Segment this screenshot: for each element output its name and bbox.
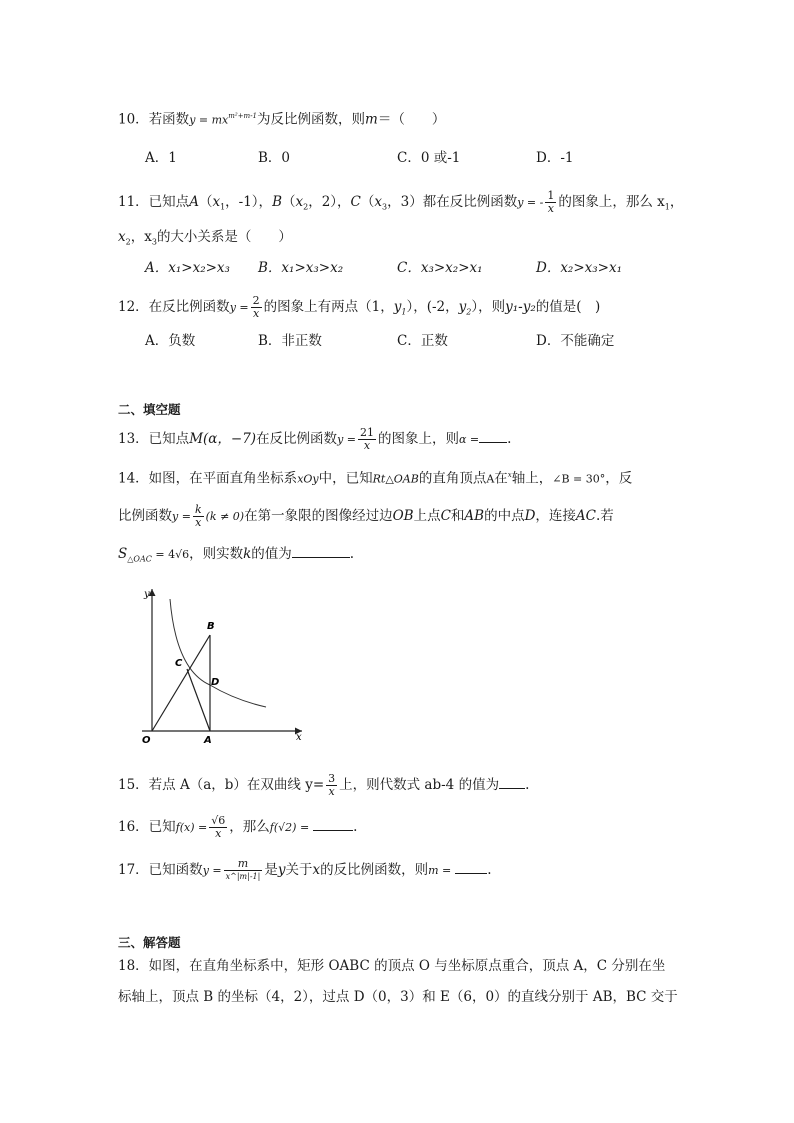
q11-paren: （ <box>198 194 213 210</box>
q14-text-e: 轴上， <box>511 470 553 487</box>
q12-mid2: ），(-2， <box>406 299 459 315</box>
q11-l2-text: 的大小关系是（ ） <box>156 229 292 245</box>
q15-answer-blank[interactable] <box>499 776 525 789</box>
q16-frac-num: √6 <box>211 814 226 827</box>
q14-l3-c: 的值为 <box>251 546 292 562</box>
q11-x3: x <box>374 194 383 210</box>
q10-number: 10． <box>118 111 149 128</box>
q14-xoy: xOy <box>297 472 319 486</box>
q11-end: ， <box>669 194 684 210</box>
question-18: 18．如图，在直角坐标系中，矩形 OABC 的顶点 O 与坐标原点重合，顶点 A，C 分别在坐 <box>118 958 666 974</box>
question-16 <box>118 815 357 840</box>
q13-tail: 的图象上，则 <box>378 431 459 447</box>
question-14-line2 <box>118 504 614 529</box>
q10-tail: ＝（ ） <box>377 111 446 128</box>
q14-fraction <box>193 504 204 529</box>
label-y: y <box>144 589 150 600</box>
q10-option-c[interactable]: C．0 或-1 <box>397 150 461 166</box>
q17-end: . <box>487 862 492 878</box>
q15-text: 15．若点 A（a，b）在双曲线 y= <box>118 777 325 793</box>
q13-point: M(α，−7) <box>189 431 257 447</box>
q14-text: 14．如图，在平面直角坐标系 <box>118 470 298 487</box>
question-11-line2: $x_2$，$x_3$的大小关系是（ ） <box>118 229 292 247</box>
segment-ob <box>152 635 210 731</box>
q14-text-d: 在 <box>494 470 508 487</box>
q14-ob: OB <box>392 508 414 524</box>
q11-text-d: ，2）， <box>308 194 351 210</box>
q13-fraction <box>358 427 376 452</box>
q14-l2-b: 在第一象限的图像经过边 <box>244 508 393 524</box>
q11-point-a: A <box>189 194 199 210</box>
q12-option-a[interactable]: A．负数 <box>145 333 196 349</box>
label-c: C <box>175 658 183 669</box>
q11-option-b[interactable]: B．x₁>x₃>x₂ <box>258 260 344 276</box>
q17-mid3: 的反比例函数，则 <box>320 862 429 878</box>
q11-frac-den: x <box>547 202 554 215</box>
q12-text: 12．在反比例函数 <box>118 299 230 315</box>
q12-frac-num: 2 <box>252 294 260 307</box>
q14-l2-c: 上点 <box>413 508 441 524</box>
q17-x: x <box>312 862 321 878</box>
q13-function: y = <box>337 433 356 446</box>
q14-d: D <box>524 508 536 524</box>
q15-frac-den: x <box>328 785 335 798</box>
q11-l2-x3: ，x <box>130 229 152 245</box>
q10-m: m <box>365 111 378 128</box>
q13-mid: 在反比例函数 <box>256 431 338 447</box>
q11-x2: x <box>295 194 304 210</box>
q15-fraction <box>326 773 337 798</box>
q14-area-value: = 4√6 <box>151 548 190 561</box>
q17-frac-num: m <box>224 858 263 871</box>
q14-text-c: 的直角顶点 <box>418 470 487 487</box>
q13-end: . <box>507 431 512 447</box>
q15-tail: 上，则代数式 ab-4 的值为 <box>339 777 500 793</box>
q15-frac-num: 3 <box>328 772 336 785</box>
q11-point-b: B <box>272 194 282 210</box>
q11-option-c[interactable]: C．x₃>x₂>x₁ <box>397 260 483 276</box>
label-o: O <box>142 735 151 745</box>
q16-fraction <box>209 815 227 840</box>
q14-condition: (k ≠ 0) <box>205 510 245 523</box>
q10-function: y = mx <box>189 113 229 127</box>
q14-ac: AC <box>575 508 597 524</box>
q10-option-b[interactable]: B．0 <box>258 150 291 166</box>
question-13 <box>118 427 511 452</box>
q12-option-d[interactable]: D．不能确定 <box>536 333 615 349</box>
question-14-line3 <box>118 544 354 570</box>
q14-k: k <box>243 546 252 562</box>
q16-frac-den: x <box>215 827 222 840</box>
q16-end: . <box>353 819 358 835</box>
question-15 <box>118 773 529 798</box>
q14-function: y = <box>172 510 191 523</box>
q14-point-a: A <box>486 472 495 486</box>
q14-l2-g: .若 <box>596 508 614 524</box>
q11-text: 11．已知点 <box>118 194 190 210</box>
question-17 <box>118 858 492 883</box>
q10-option-a[interactable]: A．1 <box>145 150 177 166</box>
q11-paren-2: （ <box>281 194 296 210</box>
q13-answer-blank[interactable] <box>479 430 507 443</box>
q16-function-2: f(√2) = <box>269 821 310 834</box>
q17-function: y = <box>202 864 222 877</box>
q14-angle: ∠B = 30° <box>552 472 606 486</box>
q11-point-c: C <box>350 194 361 210</box>
q14-l2-f: ，连接 <box>535 508 576 524</box>
q16-function: f(x) = <box>175 821 208 834</box>
q12-frac-den: x <box>253 307 260 320</box>
q17-y: y <box>277 862 286 878</box>
q14-text-f: ，反 <box>605 470 633 487</box>
q11-text-f: ，3）都在反比例函数 <box>387 194 518 210</box>
q14-graph <box>140 585 330 745</box>
q13-text: 13．已知点 <box>118 431 190 447</box>
question-14 <box>118 465 632 490</box>
q12-y2: y <box>458 299 467 315</box>
question-10 <box>118 106 445 131</box>
q15-end: . <box>525 777 530 793</box>
section-fill-in: 二、填空题 <box>118 402 181 417</box>
section-solutions: 三、解答题 <box>118 935 181 950</box>
q14-l2-d: 和 <box>450 508 465 524</box>
q14-c: C <box>440 508 451 524</box>
q14-l2-e: 的中点 <box>484 508 525 524</box>
q11-text-b: ，-1）， <box>225 194 273 210</box>
q14-answer-blank[interactable] <box>292 545 350 558</box>
q12-y1y2: y₁-y₂ <box>505 299 536 315</box>
q12-end: 的值是( ) <box>535 299 601 315</box>
q17-text: 17．已知函数 <box>118 862 203 878</box>
q14-text-b: 中，已知 <box>318 470 373 487</box>
q12-option-b[interactable]: B．非正数 <box>258 333 322 349</box>
q10-exponent: m²+m-1 <box>228 112 258 120</box>
q14-frac-num: k <box>194 503 202 516</box>
q14-s: S <box>118 546 128 562</box>
q10-text: 若函数 <box>148 111 190 128</box>
q12-function: y = <box>229 301 249 314</box>
q11-frac-num: 1 <box>547 189 555 202</box>
q12-y1: y <box>393 299 402 315</box>
q17-mid2: 关于 <box>285 862 313 878</box>
q11-fraction <box>545 190 556 215</box>
q17-answer-blank[interactable] <box>455 861 487 874</box>
q10-option-d[interactable]: D．-1 <box>536 150 574 166</box>
q14-sub: △OAC <box>127 554 152 564</box>
q16-mid: ，那么 <box>229 819 270 835</box>
q11-x1: x <box>212 194 221 210</box>
hyperbola-curve <box>170 599 266 707</box>
q17-mid: 是 <box>264 862 278 878</box>
q11-tail: 的图象上，那么 x <box>558 194 665 210</box>
q14-ab: AB <box>464 508 485 524</box>
q17-frac-den: x^|m|-1| <box>225 872 261 881</box>
q16-text: 16．已知 <box>118 819 176 835</box>
q11-option-d[interactable]: D．x₂>x₃>x₁ <box>536 260 623 276</box>
q14-l2-text: 比例函数 <box>118 508 172 524</box>
q12-mid: 的图象上有两点（1， <box>263 299 394 315</box>
q10-text-2: 为反比例函数，则 <box>257 111 366 128</box>
q12-option-c[interactable]: C．正数 <box>397 333 448 349</box>
q12-tail: ），则 <box>471 299 506 315</box>
q14-triangle: Rt△OAB <box>372 472 419 486</box>
q11-function: y = - <box>517 196 544 209</box>
q13-frac-den: x <box>363 439 371 452</box>
question-11: 11．已知点$A(x_1$，-1），$B(x_2$，2），$C(x_3$，3）都在反比例函数y = - $\frac{1}{x}$ 的图象上，那么 $x_1$， <box>118 189 684 215</box>
q14-end: . <box>349 546 355 562</box>
q11-paren-3: （ <box>360 194 375 210</box>
q13-frac-num: 21 <box>360 426 374 439</box>
label-b: B <box>207 621 215 632</box>
q14-frac-den: x <box>195 516 202 529</box>
label-d: D <box>211 677 220 688</box>
label-x: x <box>296 732 302 743</box>
question-18-line2: 标轴上，顶点 B 的坐标（4，2），过点 D（0，3）和 E（6，0）的直线分别于 AB，BC 交于 <box>118 989 678 1005</box>
q12-fraction <box>251 295 262 320</box>
label-a: A <box>204 735 212 745</box>
q11-l2-x2: x <box>118 229 126 245</box>
q13-alpha: α = <box>459 433 480 446</box>
question-12: 12．在反比例函数y = $\frac{2}{x}$ 的图象上有两点（1，$y_1$），(-2，$y_2$），则y₁-y₂的值是( ) <box>118 294 601 320</box>
q14-l3-b: ，则实数 <box>189 546 244 562</box>
q17-m: m = <box>428 864 452 877</box>
q17-fraction <box>224 858 263 883</box>
q16-answer-blank[interactable] <box>313 818 353 831</box>
q11-option-a[interactable]: A．x₁>x₂>x₃ <box>145 260 230 276</box>
q14-x: x <box>507 471 512 479</box>
